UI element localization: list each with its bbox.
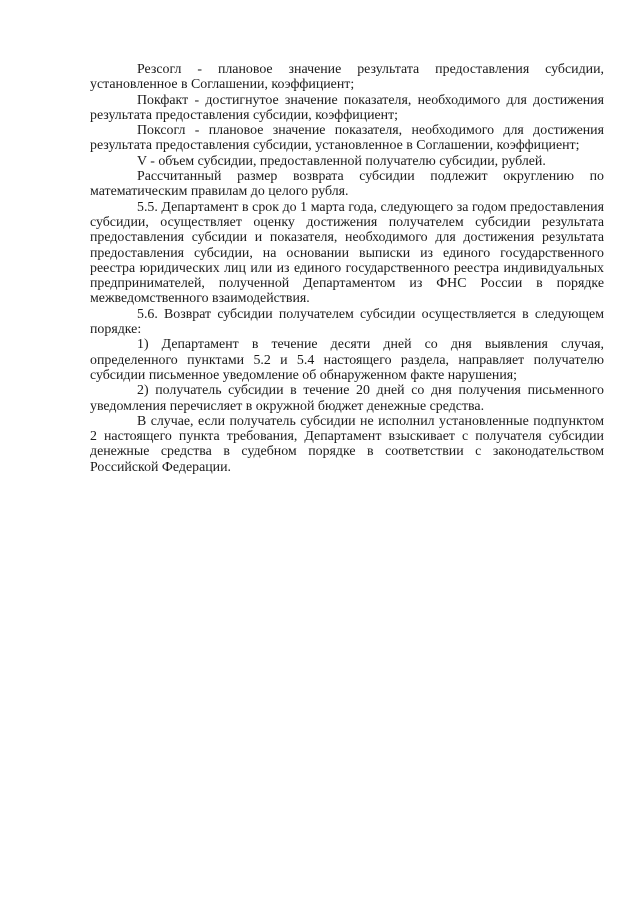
paragraph-item-1: 1) Департамент в течение десяти дней со дня выявления случая, определенного пунктами 5.2 и 5.4 настоящего раздела, направляет получателю субсидии письменное уведомление об обнаруженном факте нарушения; bbox=[90, 337, 604, 383]
document-body bbox=[90, 62, 604, 475]
paragraph-pokfakt-definition: Покфакт - достигнутое значение показателя, необходимого для достижения результата предоставления субсидии, коэффициент; bbox=[90, 92, 604, 123]
paragraph-item-2: 2) получатель субсидии в течение 20 дней со дня получения письменного уведомления перечисляет в окружной бюджет денежные средства. bbox=[90, 383, 604, 414]
paragraph-v-definition: V - объем субсидии, предоставленной получателю субсидии, рублей. bbox=[137, 153, 546, 169]
paragraph-enforcement: В случае, если получатель субсидии не исполнил установленные подпунктом 2 настоящего пункта требования, Департамент взыскивает с получателя субсидии денежные средства в судебном порядке в соответствии с законодательством Российской Федерации. bbox=[90, 413, 604, 475]
paragraph-rezsogl-definition: Резсогл - плановое значение результата предоставления субсидии, установленное в Соглашении, коэффициент; bbox=[90, 62, 604, 93]
paragraph-rounding-rule: Рассчитанный размер возврата субсидии подлежит округлению по математическим правилам до целого рубля. bbox=[90, 169, 604, 200]
paragraph-poksogl-definition: Поксогл - плановое значение показателя, необходимого для достижения результата предоставления субсидии, установленное в Соглашении, коэффициент; bbox=[90, 123, 604, 154]
paragraph-clause-5-6: 5.6. Возврат субсидии получателем субсидии осуществляется в следующем порядке: bbox=[90, 306, 604, 338]
paragraph-clause-5-5: 5.5. Департамент в срок до 1 марта года, следующего за годом предоставления субсидии, осуществляет оценку достижения получателем субсидии результата предоставления субсидии и показателя, необходимого для достижения результата предоставления субсидии, на основании выписки из единого государственного реестра юридических лиц или из единого государственного реестра индивидуальных предпринимателей, полученной Департаментом из ФНС России в порядке межведомственного взаимодействия. bbox=[90, 199, 604, 307]
